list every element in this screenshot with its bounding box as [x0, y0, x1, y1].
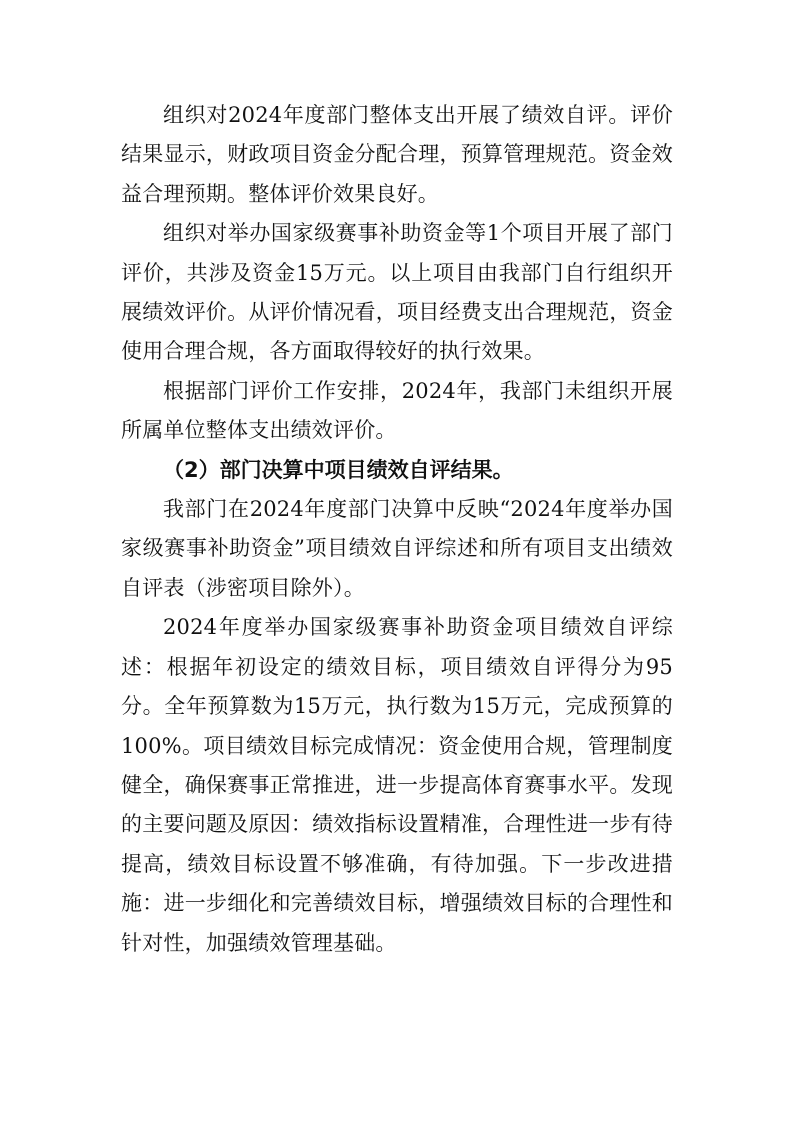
section-heading-project-self-evaluation: （2）部门决算中项目绩效自评结果。 — [163, 457, 514, 482]
paragraph-final-accounts-report: 我部门在2024年度部门决算中反映“2024年度举办国家级赛事补助资金”项目绩效自评综述和所有项目支出绩效自评表（涉密项目除外）。 — [121, 497, 673, 600]
paragraph-project-evaluation: 组织对举办国家级赛事补助资金等1个项目开展了部门评价，共涉及资金15万元。以上项目由我部门自行组织开展绩效评价。从评价情况看，项目经费支出合理规范，资金使用合理合规，各方面取得较好的执行效果。 — [121, 221, 673, 364]
paragraph-overall-self-evaluation: 组织对2024年度部门整体支出开展了绩效自评。评价结果显示，财政项目资金分配合理，预算管理规范。资金效益合理预期。整体评价效果良好。 — [121, 103, 673, 206]
paragraph-project-summary: 2024年度举办国家级赛事补助资金项目绩效自评综述：根据年初设定的绩效目标，项目绩效自评得分为95分。全年预算数为15万元，执行数为15万元，完成预算的100%。项目绩效目标完成情况：资金使用合规，管理制度健全，确保赛事正常推进，进一步提高体育赛事水平。发现的主要问题及原因：绩效指标设置精准，合理性进一步有待提高，绩效目标设置不够准确，有待加强。下一步改进措施：进一步细化和完善绩效目标，增强绩效目标的合理性和针对性，加强绩效管理基础。 — [121, 615, 673, 955]
document-body — [121, 96, 673, 963]
paragraph-subordinate-units: 根据部门评价工作安排，2024年，我部门未组织开展所属单位整体支出绩效评价。 — [121, 378, 673, 443]
